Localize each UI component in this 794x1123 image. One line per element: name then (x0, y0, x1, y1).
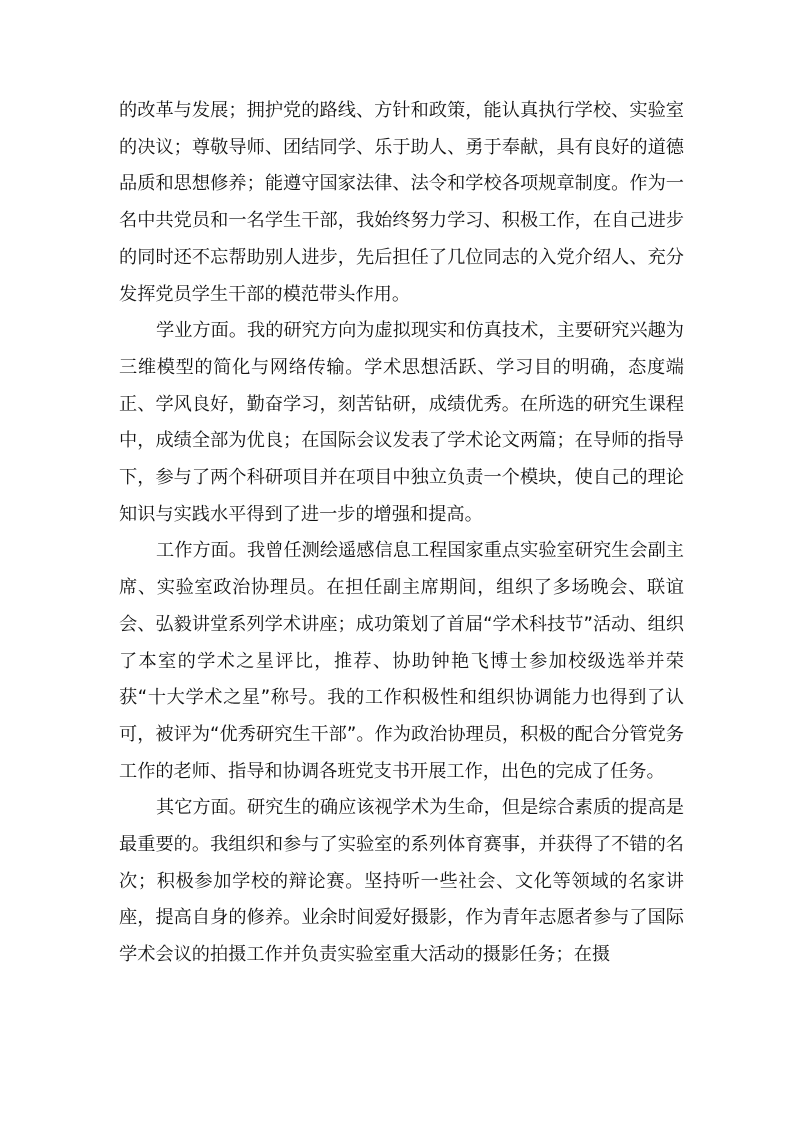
paragraph-other: 其它方面。研究生的确应该视学术为生命，但是综合素质的提高是最重要的。我组织和参与了实验室的系列体育赛事，并获得了不错的名次；积极参加学校的辩论赛。坚持听一些社会、文化等领域的名家讲座，提高自身的修养。业余时间爱好摄影，作为青年志愿者参与了国际学术会议的拍摄工作并负责实验室重大活动的摄影任务；在摄 (119, 797, 684, 966)
paragraph-academics: 学业方面。我的研究方向为虚拟现实和仿真技术，主要研究兴趣为三维模型的简化与网络传输。学术思想活跃、学习目的明确，态度端正、学风良好，勤奋学习，刻苦钻研，成绩优秀。在所选的研究生课程中，成绩全部为优良；在国际会议发表了学术论文两篇；在导师的指导下，参与了两个科研项目并在项目中独立负责一个模块，使自己的理论知识与实践水平得到了进一步的增强和提高。 (119, 320, 684, 525)
paragraph-work: 工作方面。我曾任测绘遥感信息工程国家重点实验室研究生会副主席、实验室政治协理员。在担任副主席期间，组织了多场晚会、联谊会、弘毅讲堂系列学术讲座；成功策划了首届“学术科技节”活动、组织了本室的学术之星评比，推荐、协助钟艳飞博士参加校级选举并荣获“十大学术之星”称号。我的工作积极性和组织协调能力也得到了认可，被评为“优秀研究生干部”。作为政治协理员，积极的配合分管党务工作的老师、指导和协调各班党支书开展工作，出色的完成了任务。 (119, 540, 684, 782)
paragraph-moral-continued: 的改革与发展；拥护党的路线、方针和政策，能认真执行学校、实验室的决议；尊敬导师、团结同学、乐于助人、勇于奉献，具有良好的道德品质和思想修养；能遵守国家法律、法令和学校各项规章制度。作为一名中共党员和一名学生干部，我始终努力学习、积极工作，在自己进步的同时还不忘帮助别人进步，先后担任了几位同志的入党介绍人、充分发挥党员学生干部的模范带头作用。 (119, 100, 684, 305)
document-body (119, 93, 684, 974)
